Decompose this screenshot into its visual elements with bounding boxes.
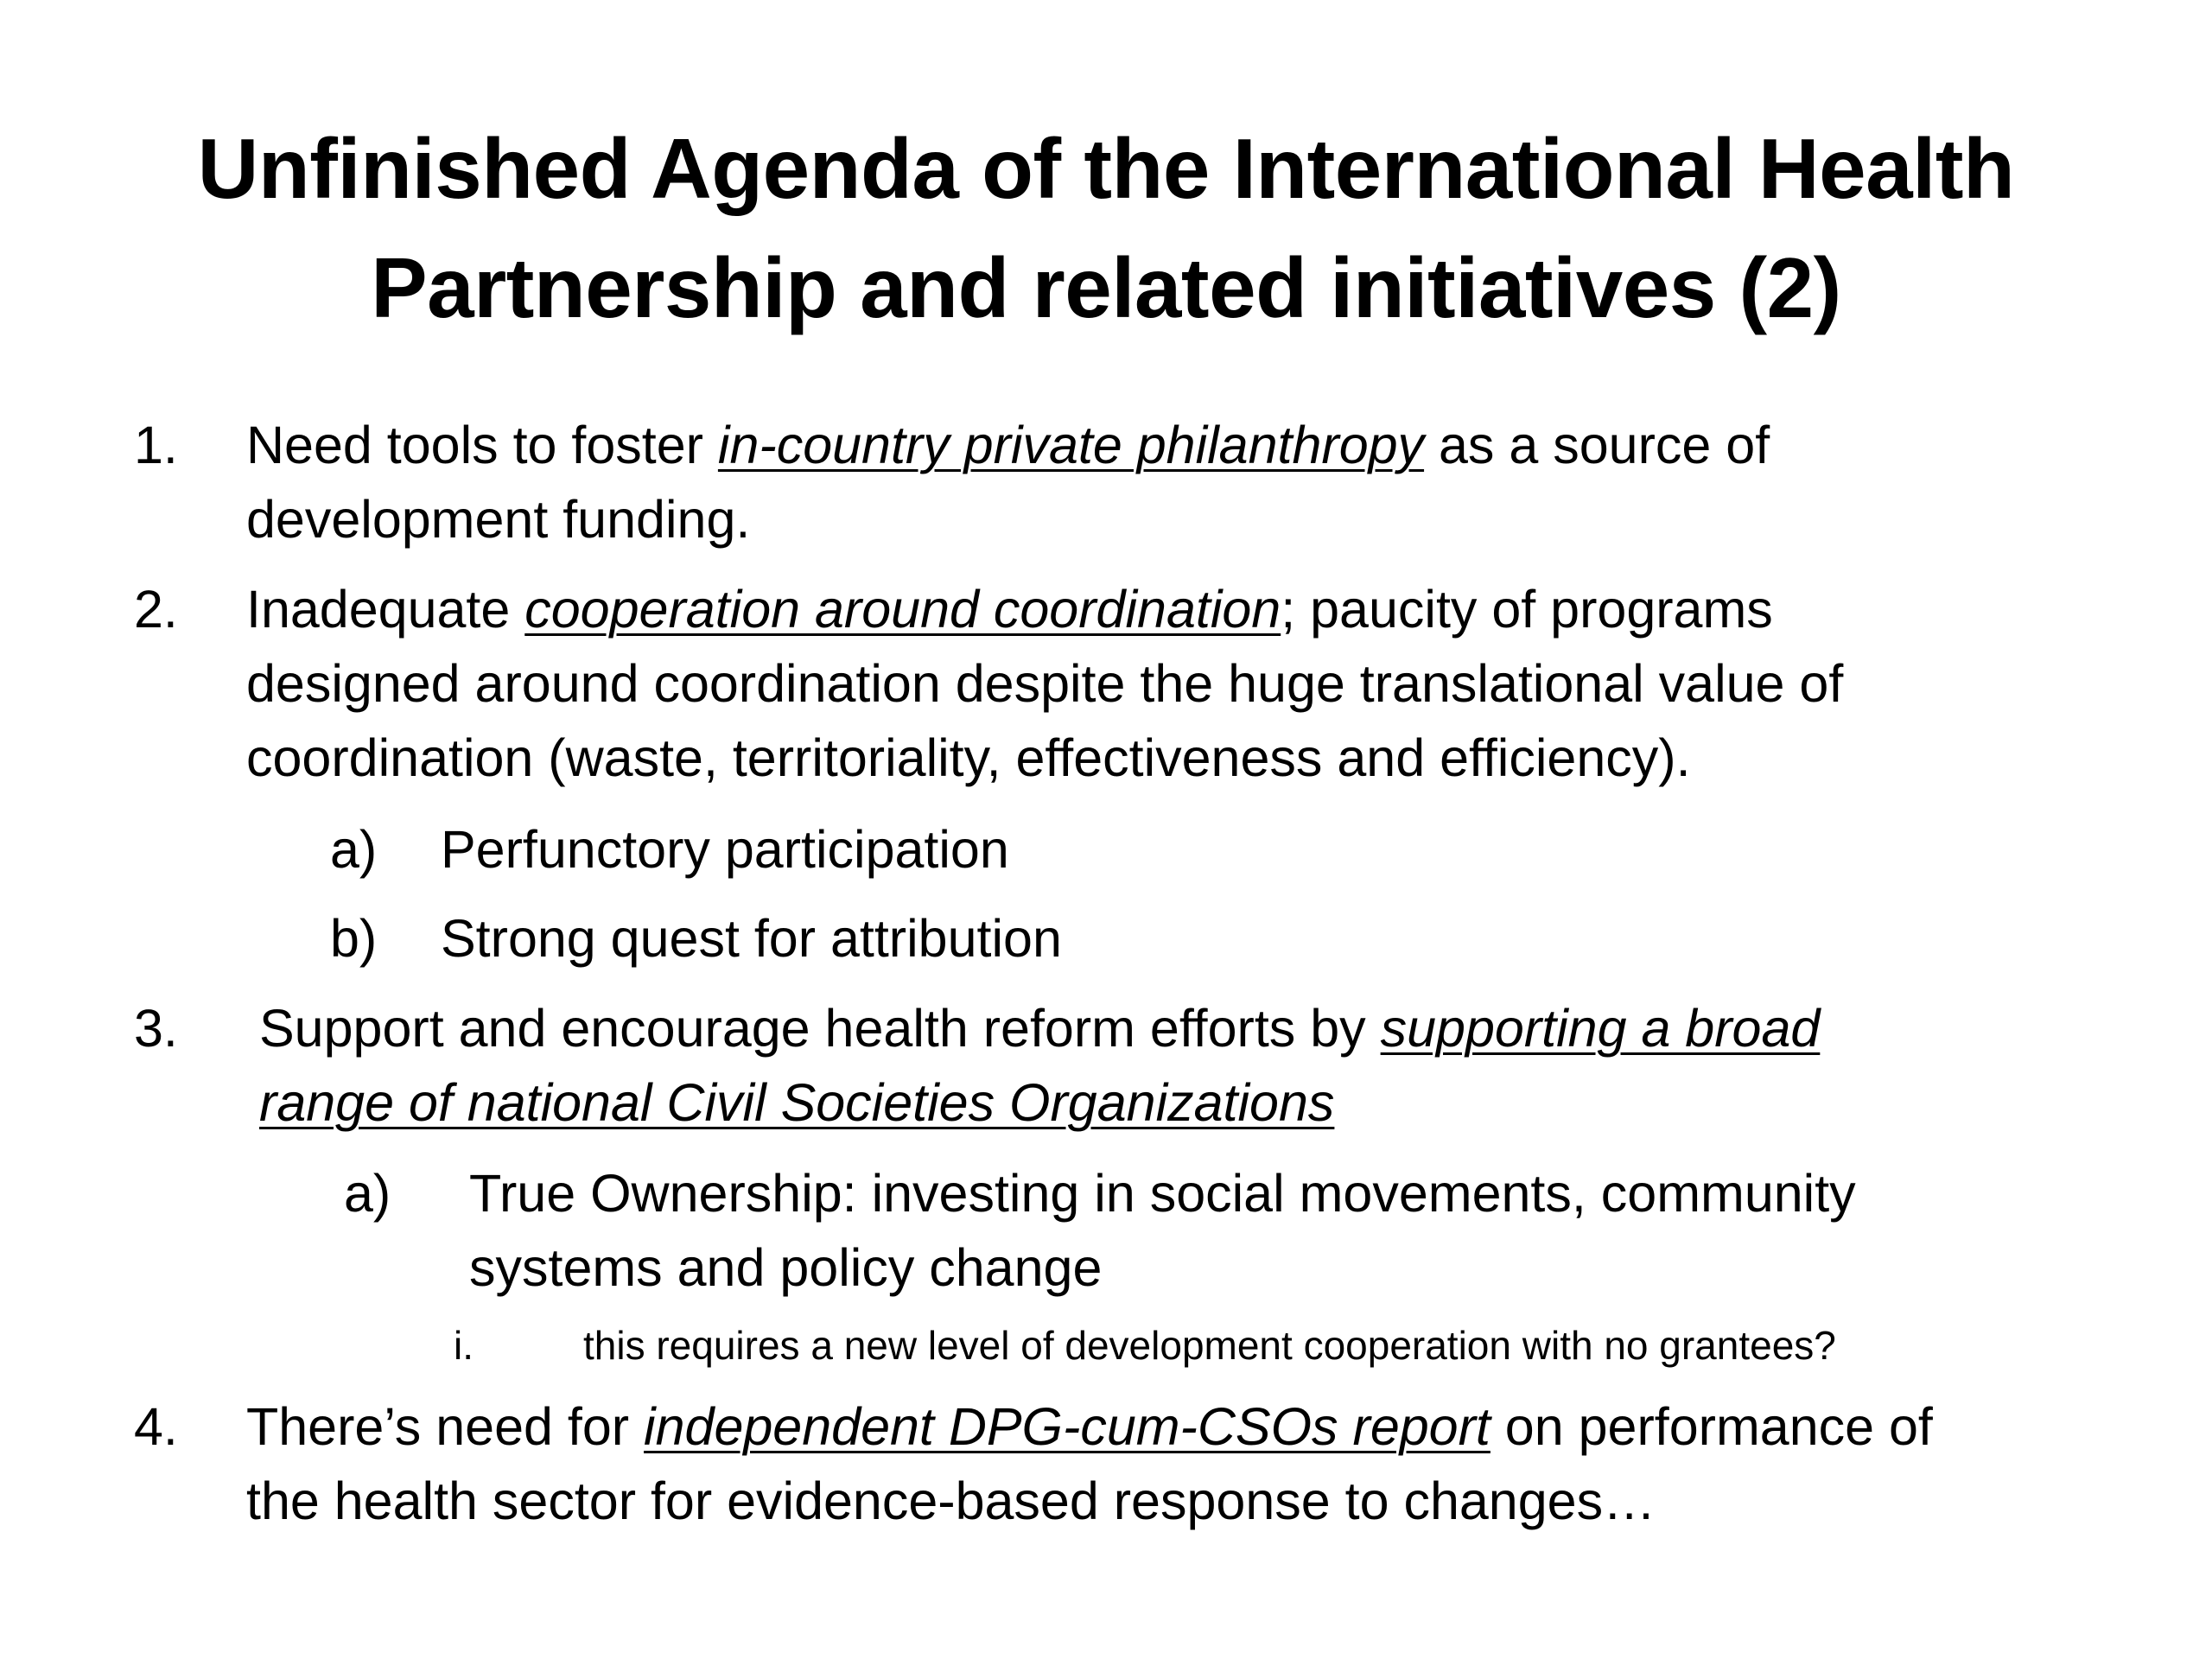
item-line: Perfunctory participation <box>441 820 1009 879</box>
item-line: this requires a new level of development cooperation with no grantees? <box>583 1323 1836 1368</box>
list-marker: i. <box>454 1323 474 1368</box>
title-line-1: Unfinished Agenda of the International Health <box>197 121 2015 216</box>
item-line: True Ownership: investing in social movements, community <box>469 1164 1856 1223</box>
item-line: the health sector for evidence-based response to changes… <box>246 1471 1656 1530</box>
list-marker: b) <box>330 909 378 968</box>
list-marker: 1. <box>134 416 178 474</box>
emphasis: supporting a broad <box>1380 999 1821 1058</box>
item-line: Need tools to foster in-country private philanthropy as a source of <box>246 416 1770 474</box>
item-line: designed around coordination despite the huge translational value of <box>246 654 1844 713</box>
list-marker: 2. <box>134 580 178 639</box>
emphasis: independent DPG-cum-CSOs report <box>644 1397 1491 1456</box>
item-line: Inadequate cooperation around coordination; paucity of programs <box>246 580 1773 639</box>
list-marker: a) <box>344 1164 391 1223</box>
emphasis: cooperation around coordination <box>524 580 1281 639</box>
emphasis: range of national Civil Societies Organizations <box>259 1073 1335 1132</box>
item-line: coordination (waste, territoriality, effectiveness and efficiency). <box>246 728 1691 787</box>
item-line: Strong quest for attribution <box>441 909 1062 968</box>
list-marker: a) <box>330 820 378 879</box>
title-line-2: Partnership and related initiatives (2) <box>371 240 1841 335</box>
list-marker: 4. <box>134 1397 178 1456</box>
slide-title <box>86 109 2126 347</box>
item-line: There’s need for independent DPG-cum-CSOs report on performance of <box>246 1397 1933 1456</box>
item-line: Support and encourage health reform efforts by supporting a broad <box>259 999 1821 1058</box>
emphasis: in-country private philanthropy <box>717 416 1425 474</box>
item-line <box>259 1065 1820 1140</box>
item-line: systems and policy change <box>469 1238 1103 1297</box>
list-marker: 3. <box>134 999 178 1058</box>
item-line: development funding. <box>246 490 751 549</box>
